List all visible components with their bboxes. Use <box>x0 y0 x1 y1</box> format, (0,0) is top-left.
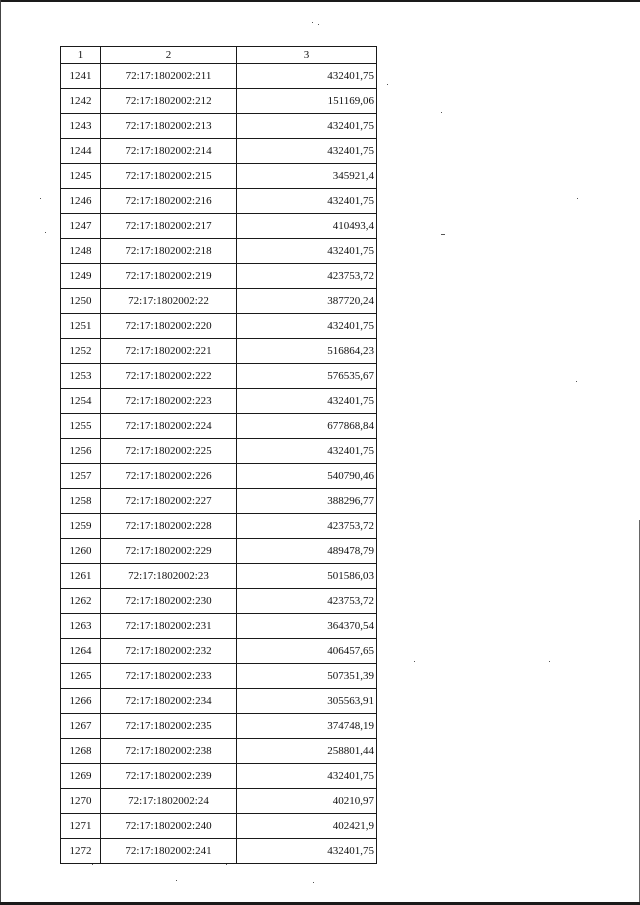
scan-speck <box>318 24 319 25</box>
table-row <box>61 239 377 264</box>
table-row <box>61 164 377 189</box>
cadastral-number-cell: 72:17:1802002:228 <box>101 514 237 539</box>
cadastral-number-cell: 72:17:1802002:240 <box>101 814 237 839</box>
row-number-cell: 1266 <box>61 689 101 714</box>
scan-speck <box>226 864 227 865</box>
cadastral-number-cell: 72:17:1802002:22 <box>101 289 237 314</box>
scan-speck <box>92 864 93 865</box>
cadastral-value-cell: 388296,77 <box>237 489 377 514</box>
row-number-cell: 1270 <box>61 789 101 814</box>
table-row <box>61 114 377 139</box>
row-number-cell: 1251 <box>61 314 101 339</box>
header-row <box>61 47 377 64</box>
cadastral-value-cell: 406457,65 <box>237 639 377 664</box>
scan-speck <box>414 661 415 662</box>
cadastral-value-cell: 677868,84 <box>237 414 377 439</box>
cadastral-value-cell: 410493,4 <box>237 214 377 239</box>
table-row <box>61 314 377 339</box>
table-row <box>61 389 377 414</box>
scan-speck <box>577 198 578 199</box>
cadastral-value-cell: 432401,75 <box>237 64 377 89</box>
cadastral-number-cell: 72:17:1802002:234 <box>101 689 237 714</box>
cadastral-value-cell: 432401,75 <box>237 239 377 264</box>
cadastral-number-cell: 72:17:1802002:230 <box>101 589 237 614</box>
cadastral-value-cell: 364370,54 <box>237 614 377 639</box>
column-header-3: 3 <box>237 47 377 64</box>
table-row <box>61 339 377 364</box>
cadastral-value-cell: 432401,75 <box>237 764 377 789</box>
cadastral-number-cell: 72:17:1802002:23 <box>101 564 237 589</box>
scan-speck <box>45 232 46 233</box>
row-number-cell: 1256 <box>61 439 101 464</box>
cadastral-value-cell: 258801,44 <box>237 739 377 764</box>
table-row <box>61 439 377 464</box>
cadastral-number-cell: 72:17:1802002:235 <box>101 714 237 739</box>
table-row <box>61 564 377 589</box>
scan-speck <box>387 84 388 85</box>
row-number-cell: 1243 <box>61 114 101 139</box>
cadastral-number-cell: 72:17:1802002:229 <box>101 539 237 564</box>
row-number-cell: 1260 <box>61 539 101 564</box>
cadastral-number-cell: 72:17:1802002:223 <box>101 389 237 414</box>
row-number-cell: 1258 <box>61 489 101 514</box>
table-row <box>61 739 377 764</box>
row-number-cell: 1248 <box>61 239 101 264</box>
cadastral-value-cell: 516864,23 <box>237 339 377 364</box>
row-number-cell: 1247 <box>61 214 101 239</box>
row-number-cell: 1272 <box>61 839 101 864</box>
row-number-cell: 1264 <box>61 639 101 664</box>
scan-speck <box>312 22 313 23</box>
cadastral-number-cell: 72:17:1802002:238 <box>101 739 237 764</box>
scan-speck <box>549 661 550 662</box>
table-row <box>61 89 377 114</box>
cadastral-number-cell: 72:17:1802002:211 <box>101 64 237 89</box>
cadastral-value-cell: 540790,46 <box>237 464 377 489</box>
row-number-cell: 1244 <box>61 139 101 164</box>
cadastral-number-cell: 72:17:1802002:241 <box>101 839 237 864</box>
cadastral-number-cell: 72:17:1802002:225 <box>101 439 237 464</box>
page-left-edge <box>0 0 1 905</box>
scan-speck <box>576 381 577 382</box>
cadastral-number-cell: 72:17:1802002:220 <box>101 314 237 339</box>
cadastral-number-cell: 72:17:1802002:213 <box>101 114 237 139</box>
cadastral-number-cell: 72:17:1802002:233 <box>101 664 237 689</box>
cadastral-number-cell: 72:17:1802002:212 <box>101 89 237 114</box>
scan-speck <box>441 234 445 235</box>
table-row <box>61 764 377 789</box>
table-row <box>61 489 377 514</box>
row-number-cell: 1245 <box>61 164 101 189</box>
cadastral-value-cell: 423753,72 <box>237 589 377 614</box>
cadastral-value-cell: 305563,91 <box>237 689 377 714</box>
scan-speck <box>176 880 177 881</box>
row-number-cell: 1262 <box>61 589 101 614</box>
table-body <box>61 64 377 864</box>
cadastral-number-cell: 72:17:1802002:219 <box>101 264 237 289</box>
cadastral-value-cell: 432401,75 <box>237 839 377 864</box>
scan-speck <box>313 882 314 883</box>
table-row <box>61 64 377 89</box>
table-row <box>61 789 377 814</box>
row-number-cell: 1267 <box>61 714 101 739</box>
cadastral-value-cell: 423753,72 <box>237 264 377 289</box>
table-row <box>61 539 377 564</box>
cadastral-number-cell: 72:17:1802002:226 <box>101 464 237 489</box>
cadastral-value-cell: 432401,75 <box>237 439 377 464</box>
row-number-cell: 1261 <box>61 564 101 589</box>
cadastral-value-cell: 432401,75 <box>237 139 377 164</box>
cadastral-value-cell: 507351,39 <box>237 664 377 689</box>
cadastral-value-cell: 432401,75 <box>237 314 377 339</box>
column-header-2: 2 <box>101 47 237 64</box>
cadastral-value-cell: 402421,9 <box>237 814 377 839</box>
cadastral-value-cell: 345921,4 <box>237 164 377 189</box>
row-number-cell: 1269 <box>61 764 101 789</box>
table-row <box>61 614 377 639</box>
cadastral-value-cell: 374748,19 <box>237 714 377 739</box>
row-number-cell: 1254 <box>61 389 101 414</box>
table-row <box>61 414 377 439</box>
cadastral-number-cell: 72:17:1802002:215 <box>101 164 237 189</box>
cadastral-value-cell: 489478,79 <box>237 539 377 564</box>
table-row <box>61 664 377 689</box>
row-number-cell: 1257 <box>61 464 101 489</box>
row-number-cell: 1241 <box>61 64 101 89</box>
table-row <box>61 714 377 739</box>
table-row <box>61 514 377 539</box>
scan-speck <box>441 112 442 113</box>
cadastral-value-table <box>60 46 377 864</box>
cadastral-number-cell: 72:17:1802002:218 <box>101 239 237 264</box>
table-row <box>61 139 377 164</box>
cadastral-number-cell: 72:17:1802002:222 <box>101 364 237 389</box>
row-number-cell: 1268 <box>61 739 101 764</box>
scan-speck <box>40 198 41 199</box>
cadastral-value-cell: 501586,03 <box>237 564 377 589</box>
table-row <box>61 639 377 664</box>
cadastral-value-cell: 40210,97 <box>237 789 377 814</box>
cadastral-number-cell: 72:17:1802002:239 <box>101 764 237 789</box>
row-number-cell: 1250 <box>61 289 101 314</box>
cadastral-number-cell: 72:17:1802002:231 <box>101 614 237 639</box>
cadastral-number-cell: 72:17:1802002:232 <box>101 639 237 664</box>
table-row <box>61 189 377 214</box>
cadastral-number-cell: 72:17:1802002:227 <box>101 489 237 514</box>
row-number-cell: 1246 <box>61 189 101 214</box>
cadastral-value-cell: 432401,75 <box>237 389 377 414</box>
cadastral-value-cell: 432401,75 <box>237 114 377 139</box>
row-number-cell: 1242 <box>61 89 101 114</box>
cadastral-number-cell: 72:17:1802002:216 <box>101 189 237 214</box>
table-row <box>61 589 377 614</box>
table-row <box>61 689 377 714</box>
cadastral-number-cell: 72:17:1802002:217 <box>101 214 237 239</box>
table-row <box>61 214 377 239</box>
cadastral-value-cell: 576535,67 <box>237 364 377 389</box>
table-row <box>61 264 377 289</box>
row-number-cell: 1263 <box>61 614 101 639</box>
row-number-cell: 1259 <box>61 514 101 539</box>
row-number-cell: 1249 <box>61 264 101 289</box>
cadastral-number-cell: 72:17:1802002:24 <box>101 789 237 814</box>
cadastral-value-cell: 423753,72 <box>237 514 377 539</box>
page-top-border <box>0 0 640 2</box>
table-row <box>61 464 377 489</box>
table-row <box>61 289 377 314</box>
cadastral-value-cell: 387720,24 <box>237 289 377 314</box>
cadastral-number-cell: 72:17:1802002:221 <box>101 339 237 364</box>
row-number-cell: 1253 <box>61 364 101 389</box>
column-header-1: 1 <box>61 47 101 64</box>
table-row <box>61 839 377 864</box>
table-row <box>61 364 377 389</box>
table-row <box>61 814 377 839</box>
row-number-cell: 1255 <box>61 414 101 439</box>
row-number-cell: 1265 <box>61 664 101 689</box>
cadastral-value-cell: 151169,06 <box>237 89 377 114</box>
cadastral-number-cell: 72:17:1802002:224 <box>101 414 237 439</box>
row-number-cell: 1252 <box>61 339 101 364</box>
cadastral-number-cell: 72:17:1802002:214 <box>101 139 237 164</box>
cadastral-value-cell: 432401,75 <box>237 189 377 214</box>
table-header <box>61 47 377 64</box>
row-number-cell: 1271 <box>61 814 101 839</box>
